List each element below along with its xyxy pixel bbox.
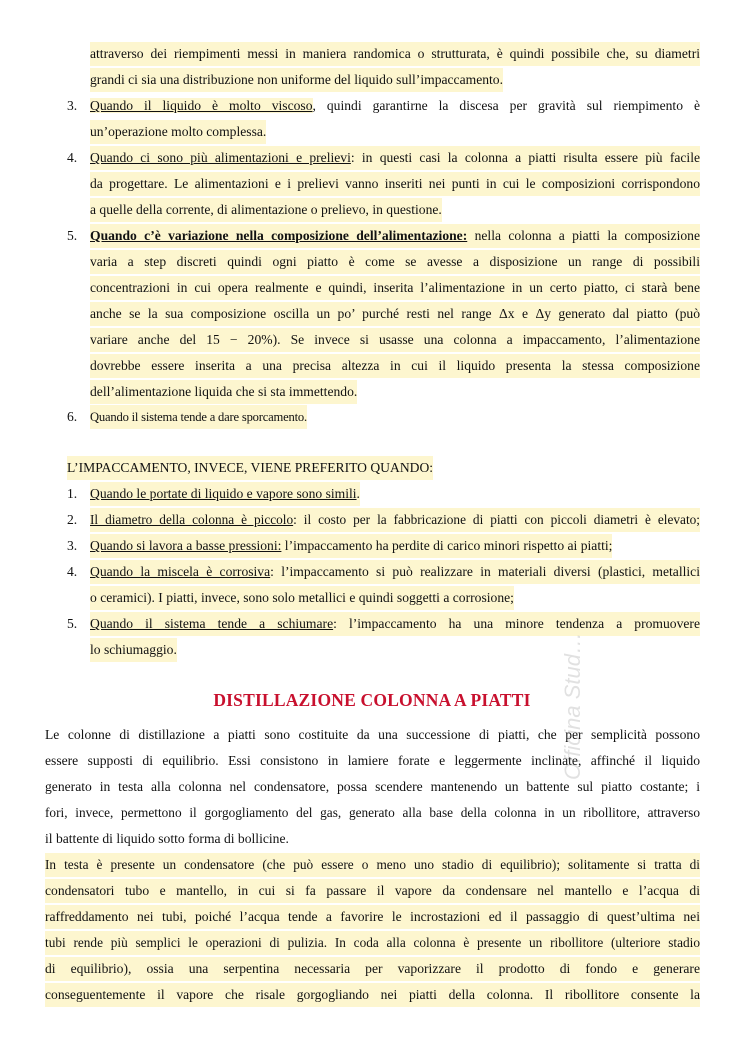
list-text: Quando c’è variazione nella composizione dell’alimentazione: nella colonna a piatti la composizione xyxy=(90,224,700,248)
list-text: concentrazioni in cui opera realmente e quindi, inserita l’alimentazione in un certo piatto, ci starà bene xyxy=(90,276,700,300)
list-text: un’operazione molto complessa. xyxy=(90,120,266,144)
list-text: Il diametro della colonna è piccolo: il costo per la fabbricazione di piatti con piccoli diametri è elevato; xyxy=(90,508,700,532)
text-line xyxy=(0,638,744,662)
list-text: da progettare. Le alimentazioni e i prelievi vanno inseriti nei punti in cui le composizioni corrispondono xyxy=(90,172,700,196)
paragraph-line xyxy=(0,957,744,981)
continuation-line: grandi ci sia una distribuzione non uniforme del liquido sull’impaccamento. xyxy=(90,68,503,92)
list-number: 1. xyxy=(67,486,78,501)
list-text: Quando le portate di liquido e vapore sono simili. xyxy=(90,482,360,506)
text-line xyxy=(0,42,744,66)
list-text: Quando si lavora a basse pressioni: l’impaccamento ha perdite di carico minori rispetto ai piatti; xyxy=(90,534,612,558)
list-text: lo schiumaggio. xyxy=(90,638,177,662)
list-text: Quando il sistema tende a dare sporcamento. xyxy=(90,405,307,429)
paragraph-text: raffreddamento nei tubi, poiché l’acqua tende a favorire le incrostazioni ed il passaggio di quest’ultima nei xyxy=(45,905,700,929)
text-line xyxy=(0,172,744,196)
paragraph-line xyxy=(0,983,744,1007)
paragraph-line xyxy=(0,827,744,851)
list-item xyxy=(0,534,744,558)
list-number: 6. xyxy=(67,409,78,424)
paragraph-line xyxy=(0,723,744,747)
paragraph-text: il battente di liquido sotto forma di bollicine. xyxy=(45,831,289,846)
text-line xyxy=(0,380,744,404)
text-line xyxy=(0,328,744,352)
text-line xyxy=(0,250,744,274)
list-text: Quando il liquido è molto viscoso, quindi garantirne la discesa per gravità sul riempimento è xyxy=(90,98,700,113)
list-item xyxy=(0,94,744,118)
subsection-heading xyxy=(0,456,744,480)
text-line xyxy=(0,198,744,222)
paragraph-text: essere supposti di equilibrio. Essi consistono in lamiere forate e leggermente inclinate, affinché il liquido xyxy=(45,753,700,768)
paragraph-text: di equilibrio), ossia una serpentina necessaria per vaporizzare il prodotto di fondo e generare xyxy=(45,957,700,981)
list-number: 4. xyxy=(67,150,78,165)
paragraph-line xyxy=(0,879,744,903)
list-item xyxy=(0,560,744,584)
paragraph-text: conseguentemente il vapore che risale gorgogliando nei piatti della colonna. Il ribollitore consente la xyxy=(45,983,700,1007)
text-line xyxy=(0,276,744,300)
text-line xyxy=(0,586,744,610)
list-text: o ceramici). I piatti, invece, sono solo metallici e quindi soggetti a corrosione; xyxy=(90,586,514,610)
paragraph-text: generato in testa alla colonna nel condensatore, possa scendere mantenendo un battente sul piatto costante; i xyxy=(45,779,700,794)
paragraph-text: tubi rende più semplici le operazioni di pulizia. In coda alla colonna è presente un ribollitore (ulteriore stadio xyxy=(45,931,700,955)
text-line xyxy=(0,302,744,326)
list-item xyxy=(0,508,744,532)
list-text: Quando ci sono più alimentazioni e prelievi: in questi casi la colonna a piatti risulta essere più facile xyxy=(90,146,700,170)
paragraph-text: In testa è presente un condensatore (che può essere o meno uno stadio di equilibrio); solitamente si tratta di xyxy=(45,853,700,877)
text-line xyxy=(0,354,744,378)
paragraph-line xyxy=(0,931,744,955)
list-number: 2. xyxy=(67,512,78,527)
list-text: a quelle della corrente, di alimentazione o prelievo, in questione. xyxy=(90,198,442,222)
section-title: DISTILLAZIONE COLONNA A PIATTI xyxy=(213,690,531,710)
list-text: dovrebbe essere inserita a una precisa altezza in cui il liquido presenta la stessa composizione xyxy=(90,354,700,378)
list-number: 3. xyxy=(67,98,78,113)
paragraph-line xyxy=(0,749,744,773)
text-line xyxy=(0,68,744,92)
list-item xyxy=(0,482,744,506)
paragraph-line xyxy=(0,853,744,877)
list-text: Quando il sistema tende a schiumare: l’impaccamento ha una minore tendenza a promuovere xyxy=(90,612,700,636)
heading-text: L’IMPACCAMENTO, INVECE, VIENE PREFERITO QUANDO: xyxy=(67,456,433,480)
list-text: variare anche del 15 − 20%). Se invece si usasse una colonna a impaccamento, l’alimentazione xyxy=(90,328,700,352)
list-number: 3. xyxy=(67,538,78,553)
list-number: 4. xyxy=(67,564,78,579)
list-text: dell’alimentazione liquida che si sta immettendo. xyxy=(90,380,357,404)
list-number: 5. xyxy=(67,228,78,243)
paragraph-line xyxy=(0,801,744,825)
watermark: Officina Stud… xyxy=(560,632,585,780)
list-text: anche se la sua composizione oscilla un po’ purché resti nel range Δx e Δy generato dal piatto (può xyxy=(90,302,700,326)
list-text: Quando la miscela è corrosiva: l’impaccamento si può realizzare in materiali diversi (plastici, metallici xyxy=(90,560,700,584)
paragraph-text: condensatori tubo e mantello, in cui si fa passare il vapore da condensare nel mantello e l’acqua di xyxy=(45,879,700,903)
paragraph-line xyxy=(0,775,744,799)
continuation-line: attraverso dei riempimenti messi in maniera randomica o strutturata, è quindi possibile che, su diametri xyxy=(90,42,700,66)
paragraph-text: Le colonne di distillazione a piatti sono costituite da una successione di piatti, che per semplicità possono xyxy=(45,727,700,742)
list-item xyxy=(0,146,744,170)
paragraph-text: fori, invece, permettono il gorgogliamento del gas, generato alla base della colonna in un ribollitore, attraverso xyxy=(45,805,700,820)
list-item xyxy=(0,224,744,248)
list-item xyxy=(0,405,744,429)
text-line xyxy=(0,120,744,144)
list-number: 5. xyxy=(67,616,78,631)
paragraph-line xyxy=(0,905,744,929)
list-text: varia a step discreti quindi ogni piatto è come se avesse a disposizione un range di possibili xyxy=(90,250,700,274)
list-item xyxy=(0,612,744,636)
